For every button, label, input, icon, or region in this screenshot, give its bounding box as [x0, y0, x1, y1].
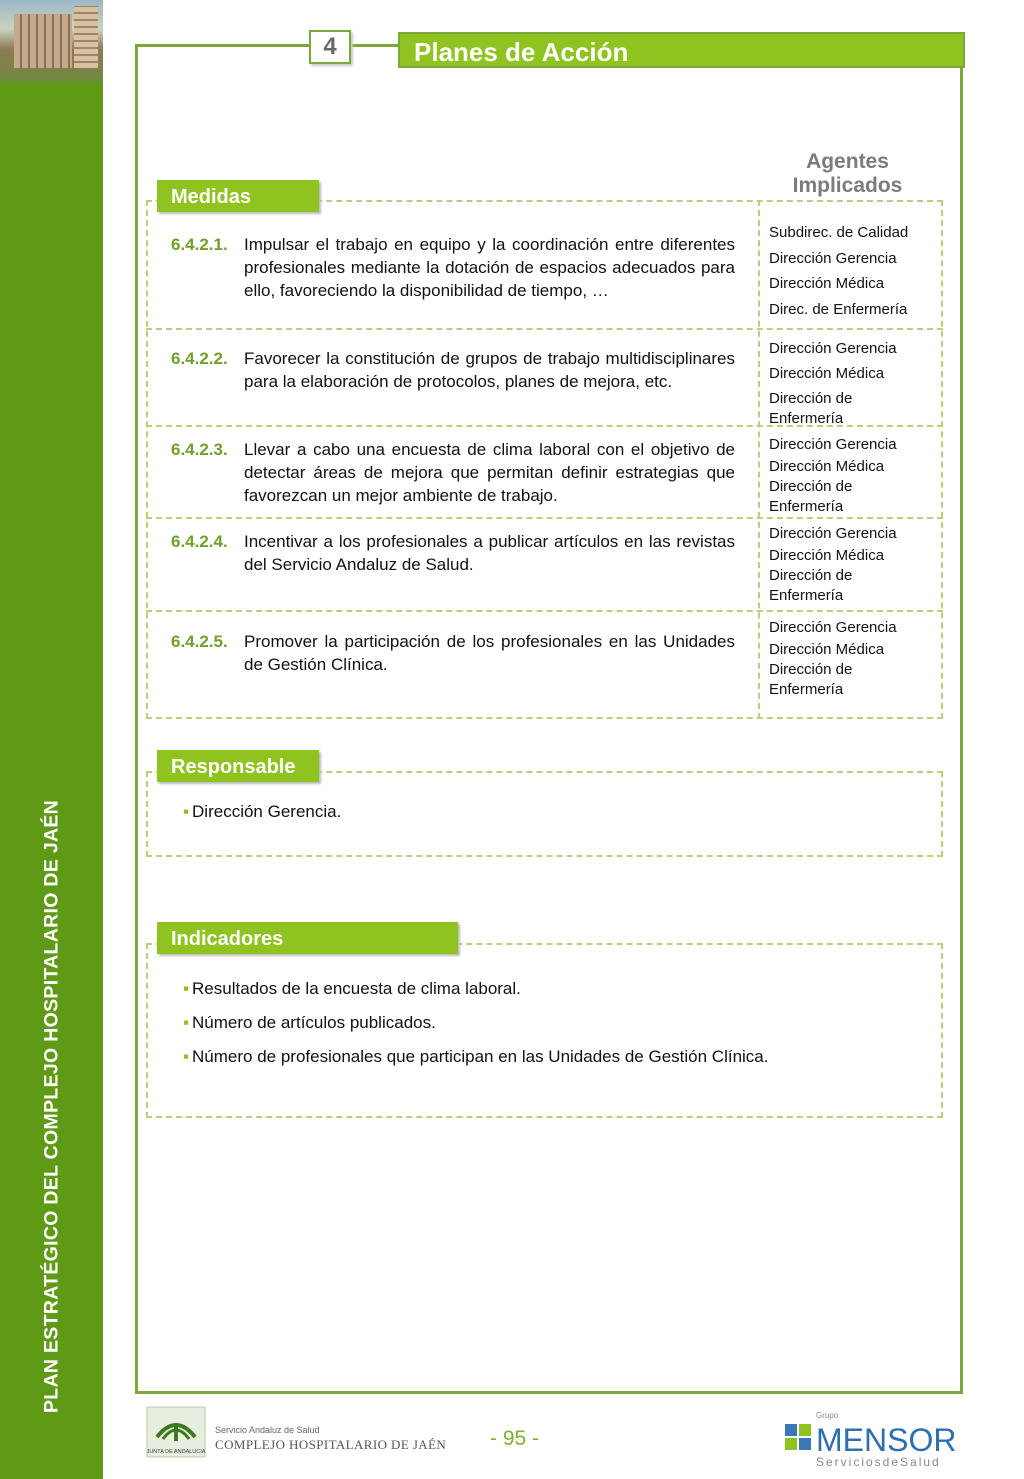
indicator-text: Número de profesionales que participan en las Unidades de Gestión Clínica. — [192, 1047, 769, 1066]
agent-item: Dirección Gerencia — [769, 525, 897, 542]
agent-item: Dirección Médica — [769, 640, 885, 658]
hospital-photo — [0, 0, 103, 82]
measure-number: 6.4.2.2. — [171, 349, 228, 368]
row-divider — [146, 328, 943, 330]
measure-item — [171, 347, 735, 393]
indicator-item — [183, 1013, 436, 1033]
agent-item: Dirección Médica — [769, 457, 885, 475]
square-bullet-icon — [183, 1013, 192, 1032]
agent-item: Dirección Gerencia — [769, 340, 897, 357]
agent-item: Dirección Médica — [769, 546, 885, 564]
indicator-text: Número de artículos publicados. — [192, 1013, 436, 1032]
mensor-logo — [782, 1410, 957, 1470]
agent-item: Dirección Gerencia — [769, 619, 897, 636]
measure-number: 6.4.2.5. — [171, 632, 228, 651]
square-bullet-icon — [183, 1047, 192, 1066]
measure-text: Incentivar a los profesionales a publicar artículos en las revistas del Servicio Andaluz de Salud. — [244, 532, 735, 574]
indicator-item — [183, 979, 521, 999]
indicator-item — [183, 1047, 768, 1067]
agent-item: Subdirec. de Calidad — [769, 224, 909, 241]
agent-item: Dirección Médica — [769, 365, 885, 382]
agent-item: Dirección de Enfermería — [769, 390, 853, 427]
row-divider — [146, 610, 943, 612]
measure-number: 6.4.2.3. — [171, 440, 228, 459]
measure-item — [171, 530, 735, 576]
measure-item — [171, 438, 735, 507]
agents-list — [769, 434, 939, 517]
section-title-bar — [398, 32, 965, 68]
agent-item: Direc. de Enfermería — [769, 300, 908, 318]
agents-list — [769, 336, 939, 429]
agent-item: Dirección de Enfermería — [769, 661, 853, 698]
document-title-vertical: PLAN ESTRATÉGICO DEL COMPLEJO HOSPITALARIO DE JAÉN — [40, 799, 63, 1413]
measure-number: 6.4.2.1. — [171, 235, 228, 254]
hospital-name: COMPLEJO HOSPITALARIO DE JAÉN — [215, 1437, 447, 1452]
responsable-text: Dirección Gerencia. — [192, 802, 342, 821]
agents-list — [769, 523, 939, 606]
measure-item — [171, 233, 735, 302]
agents-heading: Agentes Implicados — [792, 150, 903, 197]
indicator-text: Resultados de la encuesta de clima laboral. — [192, 979, 521, 998]
responsable-tab: Responsable — [157, 750, 319, 782]
measure-text: Llevar a cabo una encuesta de clima laboral con el objetivo de detectar áreas de mejora que permitan definir estrategias que favorezcan un mejor ambiente de trabajo. — [244, 440, 735, 505]
medidas-tab: Medidas — [157, 180, 319, 212]
indicadores-tab: Indicadores — [157, 922, 458, 954]
square-bullet-icon — [183, 979, 192, 998]
building-image — [14, 14, 72, 68]
agent-item: Dirección de Enfermería — [769, 567, 853, 604]
agent-item: Dirección de Enfermería — [769, 478, 853, 515]
responsable-item — [183, 802, 341, 822]
agents-list — [769, 220, 939, 322]
agents-list — [769, 617, 939, 700]
sas-logo — [146, 1407, 447, 1457]
measure-number: 6.4.2.4. — [171, 532, 228, 551]
agent-item: Dirección Gerencia — [769, 436, 897, 453]
building-image-2 — [74, 6, 98, 68]
agent-item: Dirección Gerencia — [769, 249, 897, 267]
sidebar-band — [0, 0, 103, 1479]
row-divider — [146, 517, 943, 519]
measure-text: Promover la participación de los profesionales en las Unidades de Gestión Clínica. — [244, 632, 735, 674]
chapter-number: 4 — [309, 30, 351, 64]
mensor-tagline: ServiciosdeSalud — [816, 1455, 941, 1469]
agent-item: Dirección Médica — [769, 275, 885, 292]
measure-item — [171, 630, 735, 676]
sas-name: Servicio Andaluz de Salud — [215, 1425, 320, 1435]
square-bullet-icon — [183, 802, 192, 821]
section-title: Planes de Acción — [414, 37, 629, 67]
group-label: Grupo — [816, 1411, 839, 1420]
page-number: - 95 - — [490, 1427, 540, 1450]
column-divider — [758, 200, 760, 719]
mensor-wordmark: MENSOR — [816, 1422, 957, 1458]
measure-text: Impulsar el trabajo en equipo y la coordinación entre diferentes profesionales mediante la dotación de espacios adecuados para ello, favoreciendo la disponibilidad de tiempo, … — [244, 235, 735, 300]
emblem-text: JUNTA DE ANDALUCIA — [146, 1449, 206, 1455]
measure-text: Favorecer la constitución de grupos de trabajo multidisciplinares para la elaboración de protocolos, planes de mejora, etc. — [244, 349, 735, 391]
